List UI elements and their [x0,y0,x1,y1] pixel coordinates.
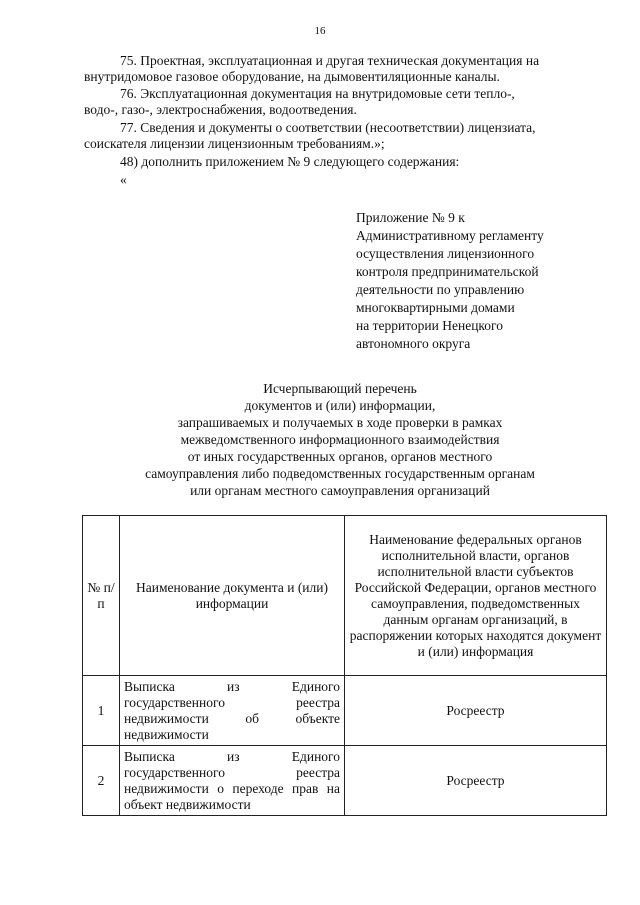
paragraph-75-line2: внутридомовое газовое оборудование, на дымовентиляционные каналы. [84,69,500,84]
paragraph-75-line1: 75. Проектная, эксплуатационная и другая техническая документация на [120,53,540,68]
title-line: Исчерпывающий перечень [263,381,417,396]
title-line: самоуправления либо подведомственных государственным органам [145,466,535,481]
title-line: документов и (или) информации, [244,398,436,413]
paragraph-76-line2: водо-, газо-, электроснабжения, водоотведения. [84,102,357,117]
document-title [120,380,560,499]
table-header-row [83,516,607,676]
amendment-line: 48) дополнить приложением № 9 следующего содержания: [120,154,460,169]
page-number: 16 [314,25,326,37]
title-line: межведомственного информационного взаимодействия [180,432,500,447]
row-document: Выписка из Единого государственного реестра недвижимости об объекте недвижимости [120,676,345,746]
header-document: Наименование документа и (или) информации [120,516,345,676]
table-row [83,676,607,746]
appendix-header-line: деятельности по управлению [356,282,525,297]
row-number: 2 [83,746,120,816]
documents-table [82,515,607,816]
row-organization: Росреестр [345,676,607,746]
appendix-header-line: многоквартирными домами [356,300,515,315]
paragraph-76-line1: 76. Эксплуатационная документация на внутридомовые сети тепло-, [120,86,515,101]
row-organization: Росреестр [345,746,607,816]
title-line: запрашиваемых и получаемых в ходе проверки в рамках [177,415,503,430]
appendix-header-line: автономного округа [356,336,471,351]
paragraph-77-line2: соискателя лицензии лицензионным требованиям.»; [84,136,385,151]
title-line: от иных государственных органов, органов местного [187,449,493,464]
appendix-header [356,209,544,353]
header-number: № п/п [83,516,120,676]
appendix-header-line: контроля предпринимательской [356,264,539,279]
title-line: или органам местного самоуправления организаций [190,483,490,498]
row-number: 1 [83,676,120,746]
appendix-header-line: осуществления лицензионного [356,246,535,261]
appendix-header-line: Приложение № 9 к [356,210,465,225]
table-row [83,746,607,816]
paragraph-77-line1: 77. Сведения и документы о соответствии (несоответствии) лицензиата, [120,120,536,135]
row-document: Выписка из Единого государственного реестра недвижимости о переходе прав на объект недвижимости [120,746,345,816]
appendix-header-line: на территории Ненецкого [356,318,504,333]
header-organization: Наименование федеральных органов исполнительной власти, органов исполнительной власти субъектов Российской Федерации, органов местного самоуправления, подведомственных данным органам организаций, в распоряжении которых находятся документ и (или) информация [345,516,607,676]
open-quote: « [120,172,127,187]
appendix-header-line: Административному регламенту [356,228,544,243]
